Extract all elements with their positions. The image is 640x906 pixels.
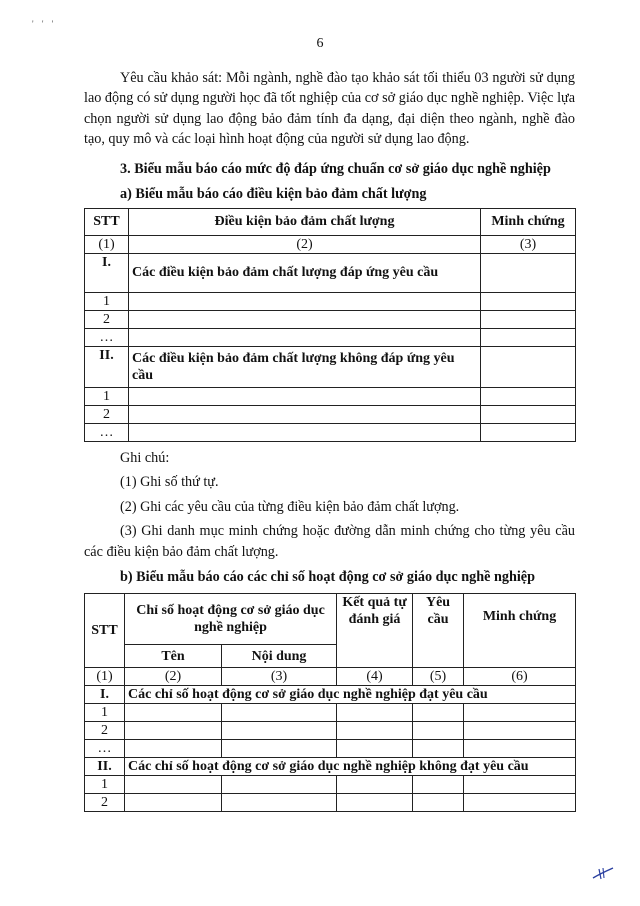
- empty-cell: [222, 740, 337, 758]
- group-number: II.: [85, 758, 125, 776]
- row-number: 2: [85, 794, 125, 812]
- empty-cell: [337, 704, 413, 722]
- header-stt: STT: [85, 208, 129, 235]
- empty-cell: [125, 704, 222, 722]
- empty-cell: [464, 704, 576, 722]
- table-row: [85, 405, 576, 423]
- table-row: [85, 387, 576, 405]
- empty-cell: [413, 794, 464, 812]
- col-number: (5): [413, 668, 464, 686]
- group-number: I.: [85, 686, 125, 704]
- scan-marks: ' ' ': [32, 19, 57, 29]
- empty-cell: [481, 328, 576, 346]
- table-row: [85, 740, 576, 758]
- group-row: [85, 253, 576, 292]
- empty-cell: [129, 292, 481, 310]
- note-item: (3) Ghi danh mục minh chứng hoặc đường dẫn minh chứng cho từng yêu cầu các điều kiện bảo đảm chất lượng.: [84, 523, 575, 560]
- col-number: (1): [85, 668, 125, 686]
- header-evidence: Minh chứng: [464, 594, 576, 668]
- notes-section: [84, 448, 575, 563]
- table-row: [85, 794, 576, 812]
- empty-cell: [129, 405, 481, 423]
- table-a-heading: a) Biểu mẫu báo cáo điều kiện bảo đảm chất lượng: [120, 185, 427, 202]
- group-row: [85, 758, 576, 776]
- empty-cell: [413, 722, 464, 740]
- empty-cell: [481, 310, 576, 328]
- table-row: [85, 328, 576, 346]
- empty-cell: [337, 740, 413, 758]
- empty-cell: [413, 740, 464, 758]
- section-3-heading: 3. Biểu mẫu báo cáo mức độ đáp ứng chuẩn cơ sở giáo dục nghề nghiệp: [120, 160, 551, 177]
- group-number: I.: [85, 253, 129, 292]
- activity-indicators-table: [84, 593, 576, 812]
- empty-cell: [481, 253, 576, 292]
- header-content: Nội dung: [222, 645, 337, 668]
- empty-cell: [464, 722, 576, 740]
- header-requirement: Yêu cầu: [413, 594, 464, 668]
- header-stt: STT: [85, 594, 125, 668]
- empty-cell: [125, 740, 222, 758]
- group-row: [85, 686, 576, 704]
- note-item: (1) Ghi số thứ tự.: [120, 474, 219, 491]
- empty-cell: [413, 776, 464, 794]
- row-number: …: [85, 740, 125, 758]
- col-number: (6): [464, 668, 576, 686]
- empty-cell: [337, 722, 413, 740]
- table-row: [85, 310, 576, 328]
- empty-cell: [222, 722, 337, 740]
- group-title: Các điều kiện bảo đảm chất lượng đáp ứng yêu cầu: [129, 253, 481, 292]
- empty-cell: [129, 387, 481, 405]
- table-header-row: [85, 594, 576, 645]
- empty-cell: [481, 405, 576, 423]
- table-row: [85, 423, 576, 441]
- row-number: 2: [85, 722, 125, 740]
- row-number: 2: [85, 310, 129, 328]
- initial-mark-icon: [592, 866, 614, 880]
- empty-cell: [337, 776, 413, 794]
- row-number: 1: [85, 387, 129, 405]
- header-name: Tên: [125, 645, 222, 668]
- empty-cell: [481, 346, 576, 387]
- table-row: [85, 776, 576, 794]
- group-row: [85, 346, 576, 387]
- group-title: Các chỉ số hoạt động cơ sở giáo dục nghề nghiệp không đạt yêu cầu: [125, 758, 576, 776]
- row-number: 2: [85, 405, 129, 423]
- survey-requirement-paragraph: Yêu cầu khảo sát: Mỗi ngành, nghề đào tạo khảo sát tối thiểu 03 người sử dụng lao động có sử dụng người học đã tốt nghiệp của cơ sở giáo dục nghề nghiệp. Việc lựa chọn người sử dụng lao động bảo đảm tính đa dạng, đại diện theo ngành, nghề đào tạo, quy mô và các loại hình hoạt động của người sử dụng lao động.: [84, 70, 575, 148]
- empty-cell: [125, 722, 222, 740]
- row-number: 1: [85, 292, 129, 310]
- empty-cell: [337, 794, 413, 812]
- table-row: [85, 722, 576, 740]
- empty-cell: [481, 423, 576, 441]
- notes-title: Ghi chú:: [120, 449, 170, 466]
- col-number: (3): [222, 668, 337, 686]
- col-number: (4): [337, 668, 413, 686]
- col-number: (1): [85, 235, 129, 253]
- row-number: …: [85, 328, 129, 346]
- empty-cell: [222, 776, 337, 794]
- row-number: 1: [85, 704, 125, 722]
- empty-cell: [413, 704, 464, 722]
- col-number: (2): [129, 235, 481, 253]
- col-number: (2): [125, 668, 222, 686]
- header-indicator: Chỉ số hoạt động cơ sở giáo dục nghề nghiệp: [125, 594, 337, 645]
- table-b-heading: b) Biểu mẫu báo cáo các chỉ số hoạt động cơ sở giáo dục nghề nghiệp: [120, 569, 535, 586]
- group-title: Các điều kiện bảo đảm chất lượng không đáp ứng yêu cầu: [129, 346, 481, 387]
- empty-cell: [129, 310, 481, 328]
- column-number-row: [85, 235, 576, 253]
- empty-cell: [481, 387, 576, 405]
- table-header-row: [85, 208, 576, 235]
- row-number: …: [85, 423, 129, 441]
- quality-conditions-table: [84, 208, 576, 442]
- header-quality-condition: Điều kiện bảo đảm chất lượng: [129, 208, 481, 235]
- empty-cell: [464, 776, 576, 794]
- table-row: [85, 704, 576, 722]
- table-row: [85, 292, 576, 310]
- header-evidence: Minh chứng: [481, 208, 576, 235]
- row-number: 1: [85, 776, 125, 794]
- empty-cell: [222, 704, 337, 722]
- col-number: (3): [481, 235, 576, 253]
- empty-cell: [129, 328, 481, 346]
- empty-cell: [481, 292, 576, 310]
- empty-cell: [222, 794, 337, 812]
- group-title: Các chỉ số hoạt động cơ sở giáo dục nghề nghiệp đạt yêu cầu: [125, 686, 576, 704]
- group-number: II.: [85, 346, 129, 387]
- column-number-row: [85, 668, 576, 686]
- note-item: (2) Ghi các yêu cầu của từng điều kiện bảo đảm chất lượng.: [120, 498, 460, 515]
- page-number: 6: [316, 36, 324, 51]
- empty-cell: [129, 423, 481, 441]
- empty-cell: [125, 794, 222, 812]
- empty-cell: [125, 776, 222, 794]
- empty-cell: [464, 740, 576, 758]
- header-self-assessment-result: Kết quả tự đánh giá: [337, 594, 413, 668]
- empty-cell: [464, 794, 576, 812]
- document-body: [84, 68, 575, 812]
